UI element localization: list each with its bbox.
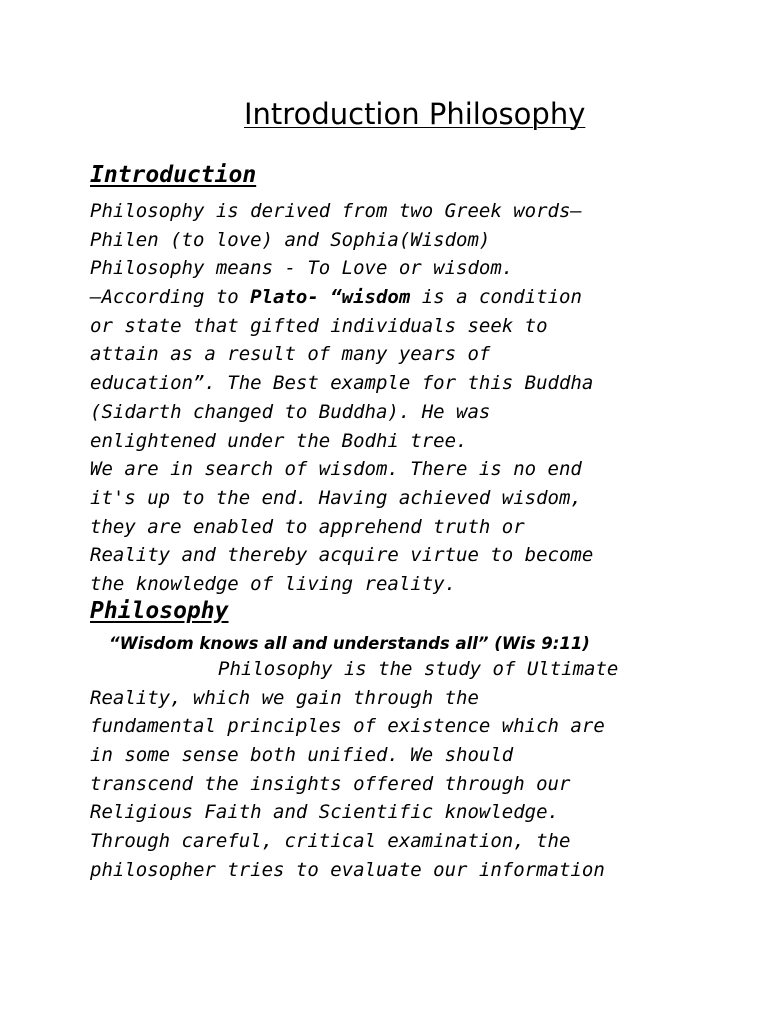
paragraph-line: Philosophy is derived from two Greek words— bbox=[90, 200, 582, 222]
introduction-paragraph bbox=[90, 197, 593, 599]
paragraph-line: education”. The Best example for this Buddha bbox=[90, 372, 594, 395]
philosophy-heading: Philosophy bbox=[90, 598, 229, 624]
paragraph-line: enlightened under the Bodhi tree. bbox=[90, 429, 468, 452]
paragraph-line: they are enabled to apprehend truth or bbox=[90, 515, 525, 538]
paragraph-line: fundamental principles of existence which are bbox=[90, 715, 605, 738]
paragraph-line: or state that gifted individuals seek to bbox=[90, 314, 548, 337]
plato-line-suffix: is a condition bbox=[410, 286, 582, 309]
paragraph-line: (Sidarth changed to Buddha). He was bbox=[90, 400, 491, 423]
paragraph-line: Philen (to love) and Sophia(Wisdom) bbox=[90, 228, 491, 251]
paragraph-line: We are in search of wisdom. There is no end bbox=[90, 458, 582, 481]
paragraph-line: transcend the insights offered through our bbox=[90, 772, 571, 795]
paragraph-line: Reality, which we gain through the bbox=[90, 686, 479, 709]
paragraph-line: it's up to the end. Having achieved wisdom, bbox=[90, 486, 582, 509]
plato-line-prefix: —According to bbox=[90, 286, 251, 309]
paragraph-line: Philosophy means - To Love or wisdom. bbox=[90, 257, 514, 280]
paragraph-line: Through careful, critical examination, the bbox=[90, 830, 571, 853]
plato-quote-bold: Plato- “wisdom bbox=[250, 286, 411, 309]
paragraph-line: the knowledge of living reality. bbox=[90, 572, 457, 595]
paragraph-line: Reality and thereby acquire virtue to become bbox=[90, 544, 594, 567]
wisdom-quote: “Wisdom knows all and understands all” (Wis 9:11) bbox=[109, 634, 590, 653]
paragraph-line: Religious Faith and Scientific knowledge. bbox=[90, 801, 559, 824]
introduction-heading: Introduction bbox=[90, 162, 257, 188]
document-title: Introduction Philosophy bbox=[244, 97, 586, 131]
paragraph-line: philosopher tries to evaluate our information bbox=[90, 858, 605, 881]
philosophy-paragraph bbox=[90, 655, 618, 885]
paragraph-first-line bbox=[90, 655, 618, 684]
paragraph-line: in some sense both unified. We should bbox=[90, 744, 514, 767]
paragraph-first-line-text: Philosophy is the study of Ultimate bbox=[218, 658, 619, 680]
plato-line bbox=[90, 283, 593, 312]
paragraph-line: attain as a result of many years of bbox=[90, 343, 491, 366]
